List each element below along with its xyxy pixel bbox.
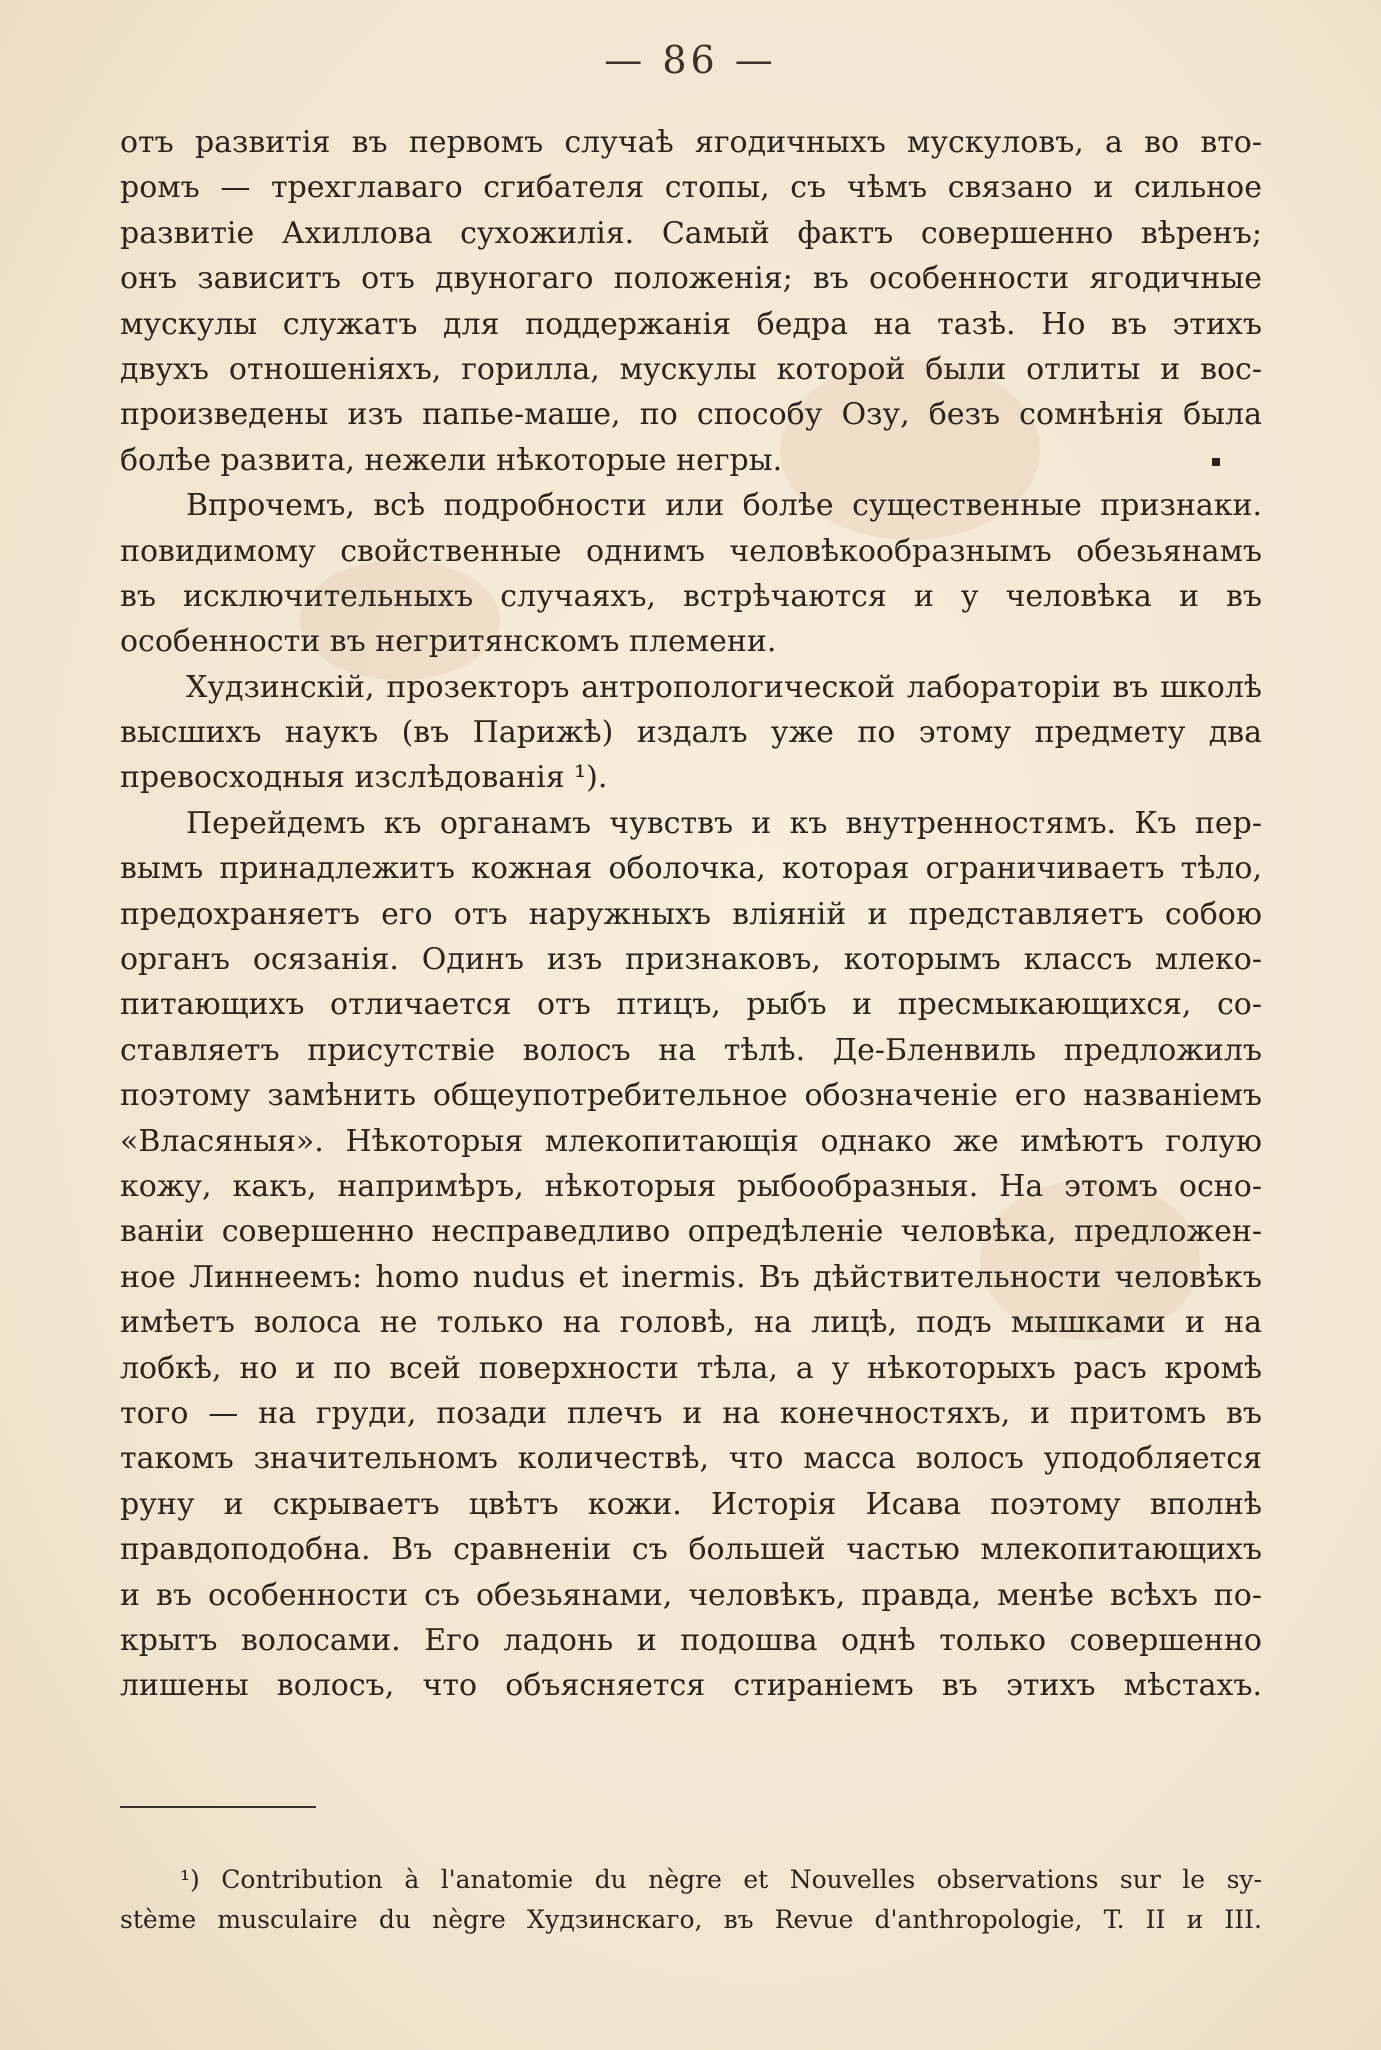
text-line: вымъ принадлежитъ кожная оболочка, которая ограничиваетъ тѣло, (120, 851, 1262, 887)
text-line: ваніи совершенно несправедливо опредѣленіе человѣка, предложен- (120, 1214, 1262, 1250)
text-line: органъ осязанія. Одинъ изъ признаковъ, которымъ классъ млеко- (120, 942, 1262, 978)
text-line: двухъ отношеніяхъ, горилла, мускулы которой были отлиты и вос- (120, 351, 1262, 387)
text-line: поэтому замѣнить общеупотребительное обозначеніе его названіемъ (120, 1078, 1262, 1114)
text-line-content: болѣе развита, нежели нѣкоторые негры. (120, 442, 783, 478)
text-line: повидимому свойственные однимъ человѣкообразнымъ обезьянамъ (120, 533, 1262, 569)
footnote-line: stème musculaire du nègre Худзинскаго, въ Revue d'anthropologie, T. II и III. (120, 1905, 1262, 1934)
text-line-paragraph-start: Перейдемъ къ органамъ чувствъ и къ внутренностямъ. Къ пер- (186, 805, 1262, 841)
text-line: руну и скрываетъ цвѣтъ кожи. Исторія Исава поэтому вполнѣ (120, 1486, 1262, 1522)
text-line: питающихъ отличается отъ птицъ, рыбъ и пресмыкающихся, со- (120, 987, 1262, 1023)
text-line: и въ особенности съ обезьянами, человѣкъ, правда, менѣе всѣхъ по- (120, 1577, 1262, 1613)
text-line: правдоподобна. Въ сравненіи съ большей частью млекопитающихъ (120, 1532, 1262, 1568)
text-line: ромъ — трехглаваго сгибателя стопы, съ чѣмъ связано и сильное (120, 170, 1262, 206)
text-line-paragraph-end: особенности въ негритянскомъ племени. (120, 624, 777, 660)
text-line-paragraph-start: Впрочемъ, всѣ подробности или болѣе существенные признаки. (186, 488, 1262, 524)
text-line: такомъ значительномъ количествѣ, что масса волосъ уподобляется (120, 1441, 1262, 1477)
text-line: предохраняетъ его отъ наружныхъ вліяній и представляетъ собою (120, 896, 1262, 932)
text-line: имѣетъ волоса не только на головѣ, на лицѣ, подъ мышками и на (120, 1305, 1262, 1341)
text-line: ставляетъ присутствіе волосъ на тѣлѣ. Де-Бленвиль предложилъ (120, 1032, 1262, 1068)
text-line: лишены волосъ, что объясняется стираніемъ въ этихъ мѣстахъ. (120, 1668, 1262, 1704)
footnote-divider (120, 1806, 316, 1808)
text-line: отъ развитія въ первомъ случаѣ ягодичныхъ мускуловъ, а во вто- (120, 125, 1262, 160)
text-line: произведены изъ папье-маше, по способу Озу, безъ сомнѣнія была (120, 397, 1262, 433)
page-number: — 86 — (604, 38, 777, 82)
text-line: въ исключительныхъ случаяхъ, встрѣчаются и у человѣка и въ (120, 578, 1262, 614)
text-line-paragraph-end (120, 438, 1262, 483)
text-line: высшихъ наукъ (въ Парижѣ) издалъ уже по этому предмету два (120, 715, 1262, 751)
text-line: развитіе Ахиллова сухожилія. Самый фактъ совершенно вѣренъ; (120, 215, 1262, 251)
end-mark (1212, 458, 1220, 466)
text-line: мускулы служатъ для поддержанія бедра на тазѣ. Но въ этихъ (120, 306, 1262, 342)
text-line: того — на груди, позади плечъ и на конечностяхъ, и притомъ въ (120, 1395, 1262, 1431)
footnote (120, 1860, 1262, 1940)
text-line: «Власяныя». Нѣкоторыя млекопитающія однако же имѣютъ голую (120, 1123, 1262, 1159)
text-line-paragraph-start: Худзинскій, прозекторъ антропологической лабораторіи въ школѣ (186, 669, 1262, 705)
body-text (120, 120, 1262, 1709)
text-line: кожу, какъ, напримѣръ, нѣкоторыя рыбообразныя. На этомъ осно- (120, 1168, 1262, 1204)
text-line-paragraph-end: превосходныя изслѣдованія ¹). (120, 760, 608, 796)
footnote-line: ¹) Contribution à l'anatomie du nègre et Nouvelles observations sur le sy- (180, 1865, 1262, 1894)
text-line: онъ зависитъ отъ двуногаго положенія; въ особенности ягодичные (120, 261, 1262, 297)
text-line: крытъ волосами. Его ладонь и подошва однѣ только совершенно (120, 1622, 1262, 1658)
text-line: лобкѣ, но и по всей поверхности тѣла, а у нѣкоторыхъ расъ кромѣ (120, 1350, 1262, 1386)
text-line: ное Линнеемъ: homo nudus et inermis. Въ дѣйствительности человѣкъ (120, 1259, 1262, 1295)
